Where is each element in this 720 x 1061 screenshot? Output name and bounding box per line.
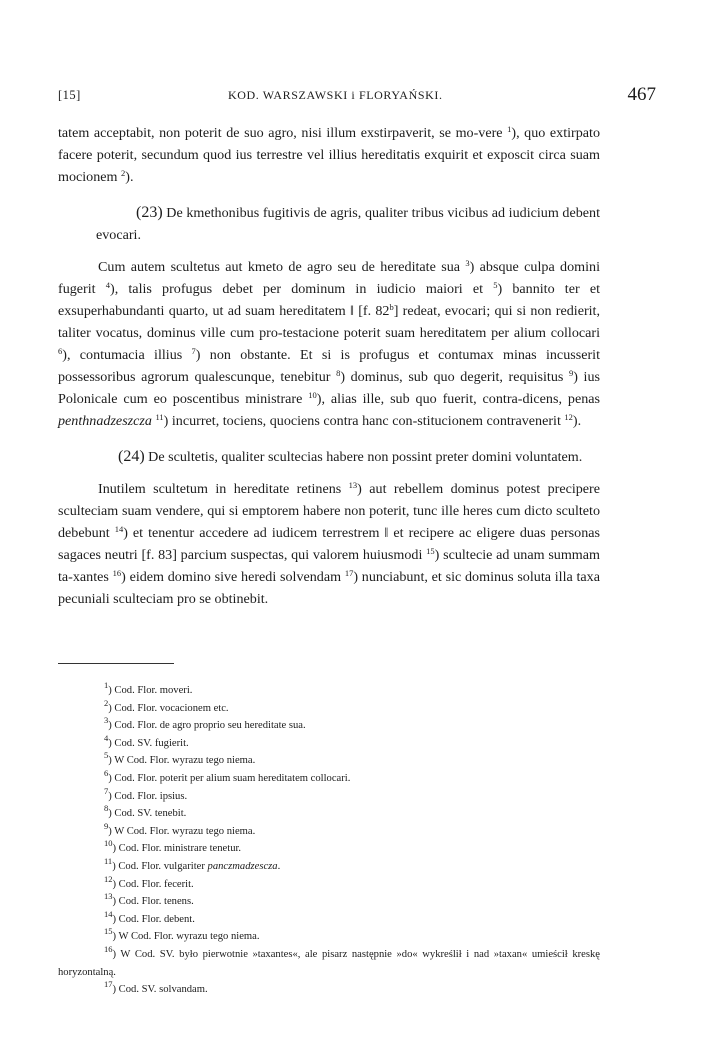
footnote: $^3$) Cod. Flor. de agro proprio seu hereditate sua.: [104, 715, 306, 732]
section-23-text: Cum autem scultetus aut kmeto de agro seu de hereditate sua $^3$) absque culpa domini fugerit $^4$), talis profugus debet per dominum in iudicio maiori et $^5$) bannito ter et exsuperhabundanti quarto, ut ad suam hereditatem ‖ [f. 82$^b$] redeat, evocari; qui si non redierit, taliter vocatus, dominus ville cum pro-testacione poterit suam hereditatem per alium collocari $^6$), contumacia illius $^7$) non obstante. Et si is profugus et contumax minas incusserit possessoribus agrorum qualescunque, tenebitur $^8$) dominus, sub quo degerit, requisitus $^9$) ius Polonicale cum eo poscentibus ministrare $^{10}$), alias ille, sub quo fuerit, contra-dicens, penas penthnadzeszcza $^{11}$) incurret, tociens, quociens contra hanc con-stitucionem contravenerit $^{12}$).: [58, 258, 601, 429]
footnote: $^{11}$) Cod. Flor. vulgariter panczmadzescza.: [104, 855, 281, 872]
section-24-heading: (24) De scultetis, qualiter scultecias habere non possint preter domini voluntatem.: [118, 448, 583, 465]
footnote: $^{16}$) W Cod. SV. było pierwotnie »taxantes«, ale pisarz następnie »do« wykreślił i nad »taxan« umieścił kreskę horyzontalną.: [58, 943, 600, 978]
footnote: $^5$) W Cod. Flor. wyrazu tego niema.: [104, 750, 256, 767]
footnotes: [58, 682, 600, 999]
footnote-divider: [58, 663, 174, 664]
section-23-heading: (23) De kmethonibus fugitivis de agris, qualiter tribus vicibus ad iudicium debent evocari.: [96, 204, 600, 243]
section-marker: [15]: [58, 88, 81, 102]
footnote: $^{12}$) Cod. Flor. fecerit.: [104, 873, 194, 890]
footnote: $^4$) Cod. SV. fugierit.: [104, 732, 189, 749]
footnote: $^1$) Cod. Flor. moveri.: [104, 680, 193, 696]
footnote: $^{15}$) W Cod. Flor. wyrazu tego niema.: [104, 926, 260, 943]
footnote: $^9$) W Cod. Flor. wyrazu tego niema.: [104, 820, 256, 837]
running-header: [58, 82, 658, 106]
footnote: $^2$) Cod. Flor. vocacionem etc.: [104, 697, 229, 714]
main-text: [58, 122, 600, 610]
page-number: 467: [627, 84, 656, 105]
running-title: KOD. WARSZAWSKI i FLORYAŃSKI.: [228, 88, 443, 102]
section-24-text: Inutilem scultetum in hereditate retinens $^{13}$) aut rebellem dominus potest precipere sculteciam suam vendere, qui si emptorem habere non poterit, tunc ille heres cum dicto sculteto debebunt $^{14}$) et tenentur accedere ad iudicem terrestrem ‖ et recipere ac eligere duas personas sagaces neutri [f. 83] parcium suspectas, qui valorem huiusmodi $^{15}$) scultecie ad unam summam ta-xantes $^{16}$) eidem domino sive heredi solvendam $^{17}$) nunciabunt, et sic dominus soluta illa taxa pecuniali sculteciam pro se obtinebit.: [58, 480, 600, 607]
footnote: $^7$) Cod. Flor. ipsius.: [104, 785, 188, 802]
footnote: $^{17}$) Cod. SV. solvandam.: [104, 979, 208, 996]
footnote: $^{10}$) Cod. Flor. ministrare tenetur.: [104, 838, 242, 855]
footnote: $^{14}$) Cod. Flor. debent.: [104, 908, 195, 925]
footnote: $^{13}$) Cod. Flor. tenens.: [104, 891, 194, 908]
intro-paragraph: tatem acceptabit, non poterit de suo agro, nisi illum exstirpaverit, se mo-vere $^1$), quo extirpato facere poterit, secundum quod ius terrestre vel illius hereditatis exquirit et exposcit circa suam mocionem $^2$).: [58, 124, 600, 185]
footnote: $^8$) Cod. SV. tenebit.: [104, 803, 187, 820]
footnote: $^6$) Cod. Flor. poterit per alium suam hereditatem collocari.: [104, 767, 351, 784]
